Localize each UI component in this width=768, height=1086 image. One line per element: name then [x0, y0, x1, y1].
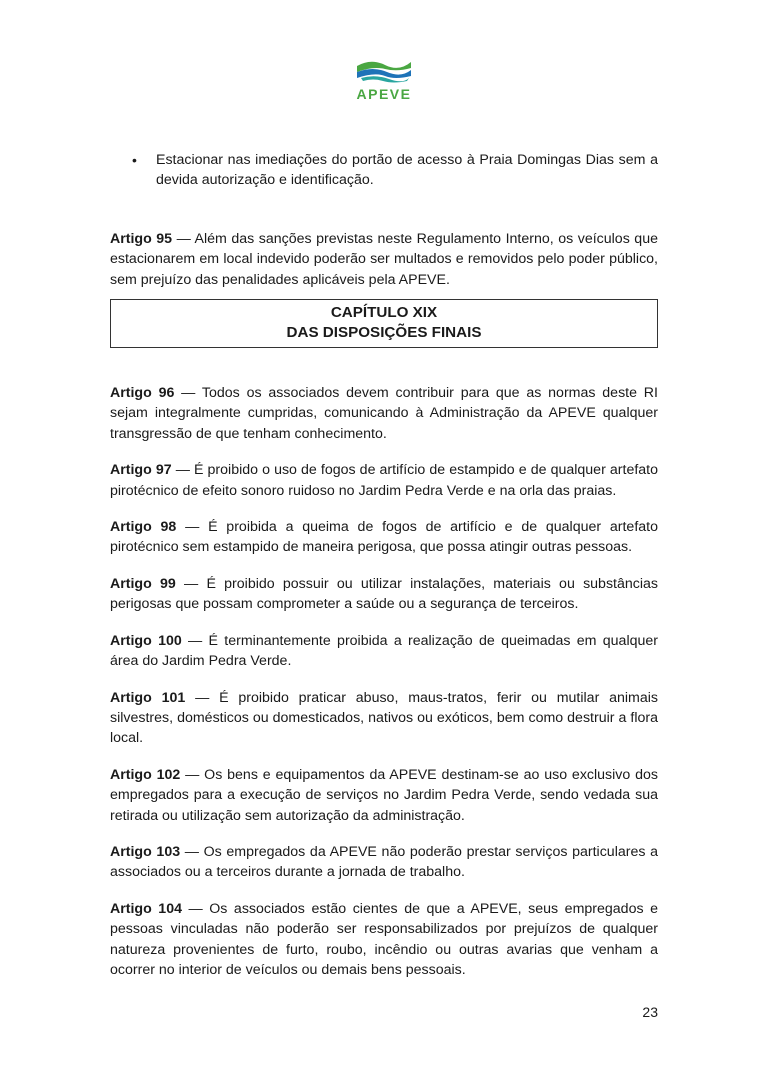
article-103: [110, 842, 658, 883]
article-label: Artigo 104: [110, 900, 182, 917]
article-100: [110, 631, 658, 672]
page-number: 23: [642, 1004, 658, 1020]
logo-text: APEVE: [356, 86, 412, 102]
article-text: — É proibido possuir ou utilizar instalações, materiais ou substâncias perigosas que possam comprometer a saúde ou a segurança de terceiros.: [110, 575, 658, 613]
article-104: [110, 899, 658, 981]
article-text: — É proibida a queima de fogos de artifício e de qualquer artefato pirotécnico sem estampido de maneira perigosa, que possa atingir outras pessoas.: [110, 519, 658, 556]
chapter-title: DAS DISPOSIÇÕES FINAIS: [286, 324, 482, 342]
article-label: Artigo 99: [110, 575, 176, 592]
article-text: — É proibido o uso de fogos de artifício de estampido e de qualquer artefato pirotécnico de efeito sonoro ruidoso no Jardim Pedra Verde e na orla das praias.: [110, 462, 658, 499]
list-item: [110, 150, 658, 191]
article-102: [110, 765, 658, 826]
header-logo: [0, 56, 768, 102]
chapter-heading-box: [110, 299, 658, 348]
article-label: Artigo 102: [110, 766, 181, 783]
article-text: — É proibido praticar abuso, maus-tratos, ferir ou mutilar animais silvestres, domésticos ou domesticados, nativos ou exóticos, bem como destruir a flora local.: [110, 689, 658, 747]
bullet-text: Estacionar nas imediações do portão de acesso à Praia Domingas Dias sem a devida autorização e identificação.: [156, 152, 658, 189]
article-96: [110, 383, 658, 444]
bullet-icon: •: [132, 152, 137, 168]
article-label: Artigo 96: [110, 385, 175, 402]
article-text: — É terminantemente proibida a realização de queimadas em qualquer área do Jardim Pedra Verde.: [110, 632, 658, 670]
article-text: — Além das sanções previstas neste Regulamento Interno, os veículos que estacionarem em local indevido poderão ser multados e removidos pelo poder público, sem prejuízo das penalidades aplicáveis pela APEVE.: [110, 230, 658, 288]
article-text: — Os empregados da APEVE não poderão prestar serviços particulares a associados ou a terceiros durante a jornada de trabalho.: [110, 843, 658, 881]
article-99: [110, 574, 658, 615]
article-text: — Os associados estão cientes de que a APEVE, seus empregados e pessoas vinculadas não poderão ser responsabilizados por prejuízos de qualquer natureza provenientes de furto, roubo, incêndio ou outras avarias que venham a ocorrer no interior de veículos ou demais bens pessoais.: [110, 900, 658, 978]
article-label: Artigo 97: [110, 462, 172, 479]
document-body: [110, 150, 658, 980]
chapter-number: CAPÍTULO XIX: [330, 304, 438, 322]
article-97: [110, 460, 658, 501]
article-label: Artigo 101: [110, 689, 186, 706]
article-98: [110, 517, 658, 558]
article-text: — Os bens e equipamentos da APEVE destinam-se ao uso exclusivo dos empregados para a execução de serviços no Jardim Pedra Verde, sendo vedada sua retirada ou utilização sem autorização da administração.: [110, 766, 658, 824]
apeve-wave-icon: [355, 56, 413, 84]
article-label: Artigo 95: [110, 230, 173, 247]
article-text: — Todos os associados devem contribuir para que as normas deste RI sejam integralmente cumpridas, comunicando à Administração da APEVE qualquer transgressão de que tenham conhecimento.: [110, 385, 658, 442]
article-101: [110, 688, 658, 749]
article-label: Artigo 103: [110, 843, 181, 860]
article-label: Artigo 98: [110, 519, 177, 536]
article-95: [110, 229, 658, 290]
article-label: Artigo 100: [110, 632, 182, 649]
